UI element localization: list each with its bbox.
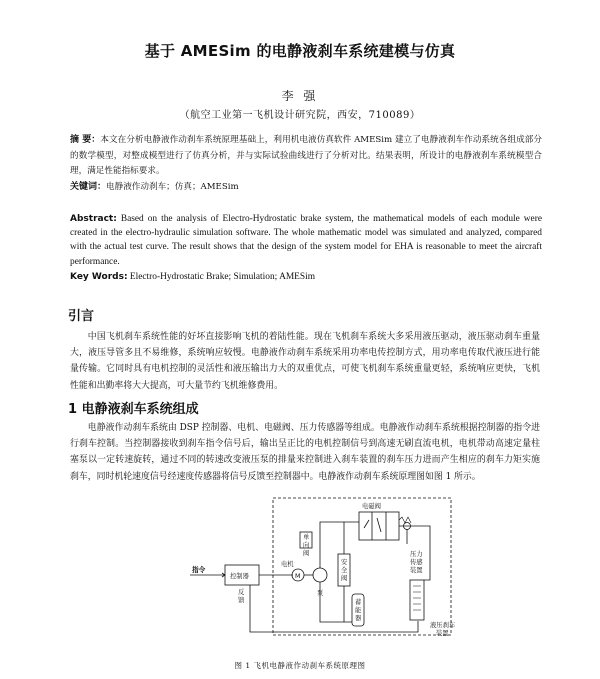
label-check-valve-3: 阀 — [303, 550, 310, 557]
keywords-cn-text: 电静液作动刹车；仿真；AMESim — [106, 182, 239, 192]
abstract-cn-text: 本文在分析电静液作动刹车系统原理基础上，利用机电液仿真软件 AMESim 建立了电静液刹车作动系统各组成部分的数学模型，对整成模型进行了仿真分析，并与实际试验曲线进行了分析对比。结果表明，所设计的电静液刹车系统模型合理，满足性能指标要求。 — [70, 135, 542, 176]
keywords-cn — [70, 180, 542, 196]
label-motor: 电机 — [281, 561, 294, 568]
label-accumulator-3: 器 — [355, 615, 362, 622]
keywords-en — [70, 270, 542, 286]
label-accumulator-1: 蓄 — [355, 599, 362, 606]
section-1-heading: 1 电静液刹车系统组成 — [68, 402, 199, 417]
abstract-cn-label: 摘 要： — [70, 135, 101, 145]
label-safety-valve-3: 阀 — [341, 575, 348, 582]
section-intro-heading: 引言 — [68, 309, 95, 324]
abstract-en — [70, 212, 542, 269]
abstract-cn — [70, 133, 542, 180]
pump-symbol — [313, 568, 327, 582]
label-accumulator-2: 能 — [355, 607, 362, 614]
label-pressure-sensor-1: 压力 — [410, 551, 423, 558]
abstract-en-label: Abstract: — [70, 214, 117, 224]
label-brake-device-2: 装置 — [436, 630, 449, 637]
label-pressure-sensor-3: 装置 — [410, 567, 423, 574]
label-brake-device-1: 液压刹车 — [430, 622, 456, 629]
abstract-en-text: Based on the analysis of Electro-Hydrostatic brake system, the mathematical models of each module were created in the electro-hydraulic simulation software. The whole mathematic model was simulated and analyzed, compared with the actual test curve. The result shows that the design of the system model for EHA is reasonable to meet the aircraft performance. — [70, 214, 543, 267]
figure-caption: 图 1 飞机电静液作动刹车系统原理图 — [234, 661, 366, 670]
label-check-valve-2: 向 — [303, 542, 310, 549]
paper-title: 基于 AMESim 的电静液刹车系统建模与仿真 — [144, 42, 456, 60]
system-schematic-figure — [178, 492, 468, 652]
label-safety-valve-2: 全 — [341, 567, 348, 574]
author-name: 李 强 — [281, 89, 319, 103]
label-feedback-2: 馈 — [238, 597, 245, 604]
label-command: 指令 — [192, 566, 206, 574]
label-check-valve-1: 单 — [303, 534, 310, 541]
pump-supply-line — [320, 522, 359, 568]
feedback-line — [250, 585, 418, 632]
section-1-text: 电静液作动刹车系统由 DSP 控制器、电机、电磁阀、压力传感器等组成。电静液作动刹车系统根据控制器的指令进行刹车控制。当控制器接收到刹车指令信号后，输出呈正比的电机控制信号到高速无刷直流电机，电机带动高速定量柱塞泵以一定转速旋转，通过不同的转速改变液压泵的排量来控制进入刹车装置的刹车压力进而产生相应的刹车力矩实施刹车，同时机轮速度信号经速度传感器将信号反馈至控制器中。电静液作动刹车系统原理图如图 1 所示。 — [70, 423, 540, 482]
keywords-en-text: Electro-Hydrostatic Brake; Simulation; AMESim — [129, 272, 316, 282]
label-solenoid-valve: 电磁阀 — [362, 503, 381, 510]
label-pump: 泵 — [317, 590, 324, 597]
author-affiliation: （航空工业第一飞机设计研究院，西安，710089） — [179, 110, 421, 121]
keywords-cn-label: 关键词： — [70, 182, 107, 192]
label-feedback-1: 反 — [238, 589, 245, 596]
label-pressure-sensor-2: 传感 — [410, 559, 423, 566]
label-motor-symbol: M — [295, 573, 301, 580]
label-safety-valve-1: 安 — [341, 559, 348, 566]
pump-return-line — [320, 582, 352, 622]
label-controller: 控制器 — [230, 573, 249, 580]
section-intro-text: 中国飞机刹车系统性能的好坏直接影响飞机的着陆性能。现在飞机刹车系统大多采用液压驱动，液压驱动刹车重量大，液压导管多且不易维修，系统响应较慢。电静液作动刹车系统采用功率电传控制方式，用功率电传取代液压进行能量传输。它同时具有电机控制的灵活性和液压输出力大的双重优点，可使飞机刹车系统重量更轻，系统响应更快，飞机性能和出勤率将大大提高，可大量节约飞机维修费用。 — [70, 332, 540, 391]
keywords-en-label: Key Words: — [70, 272, 128, 282]
